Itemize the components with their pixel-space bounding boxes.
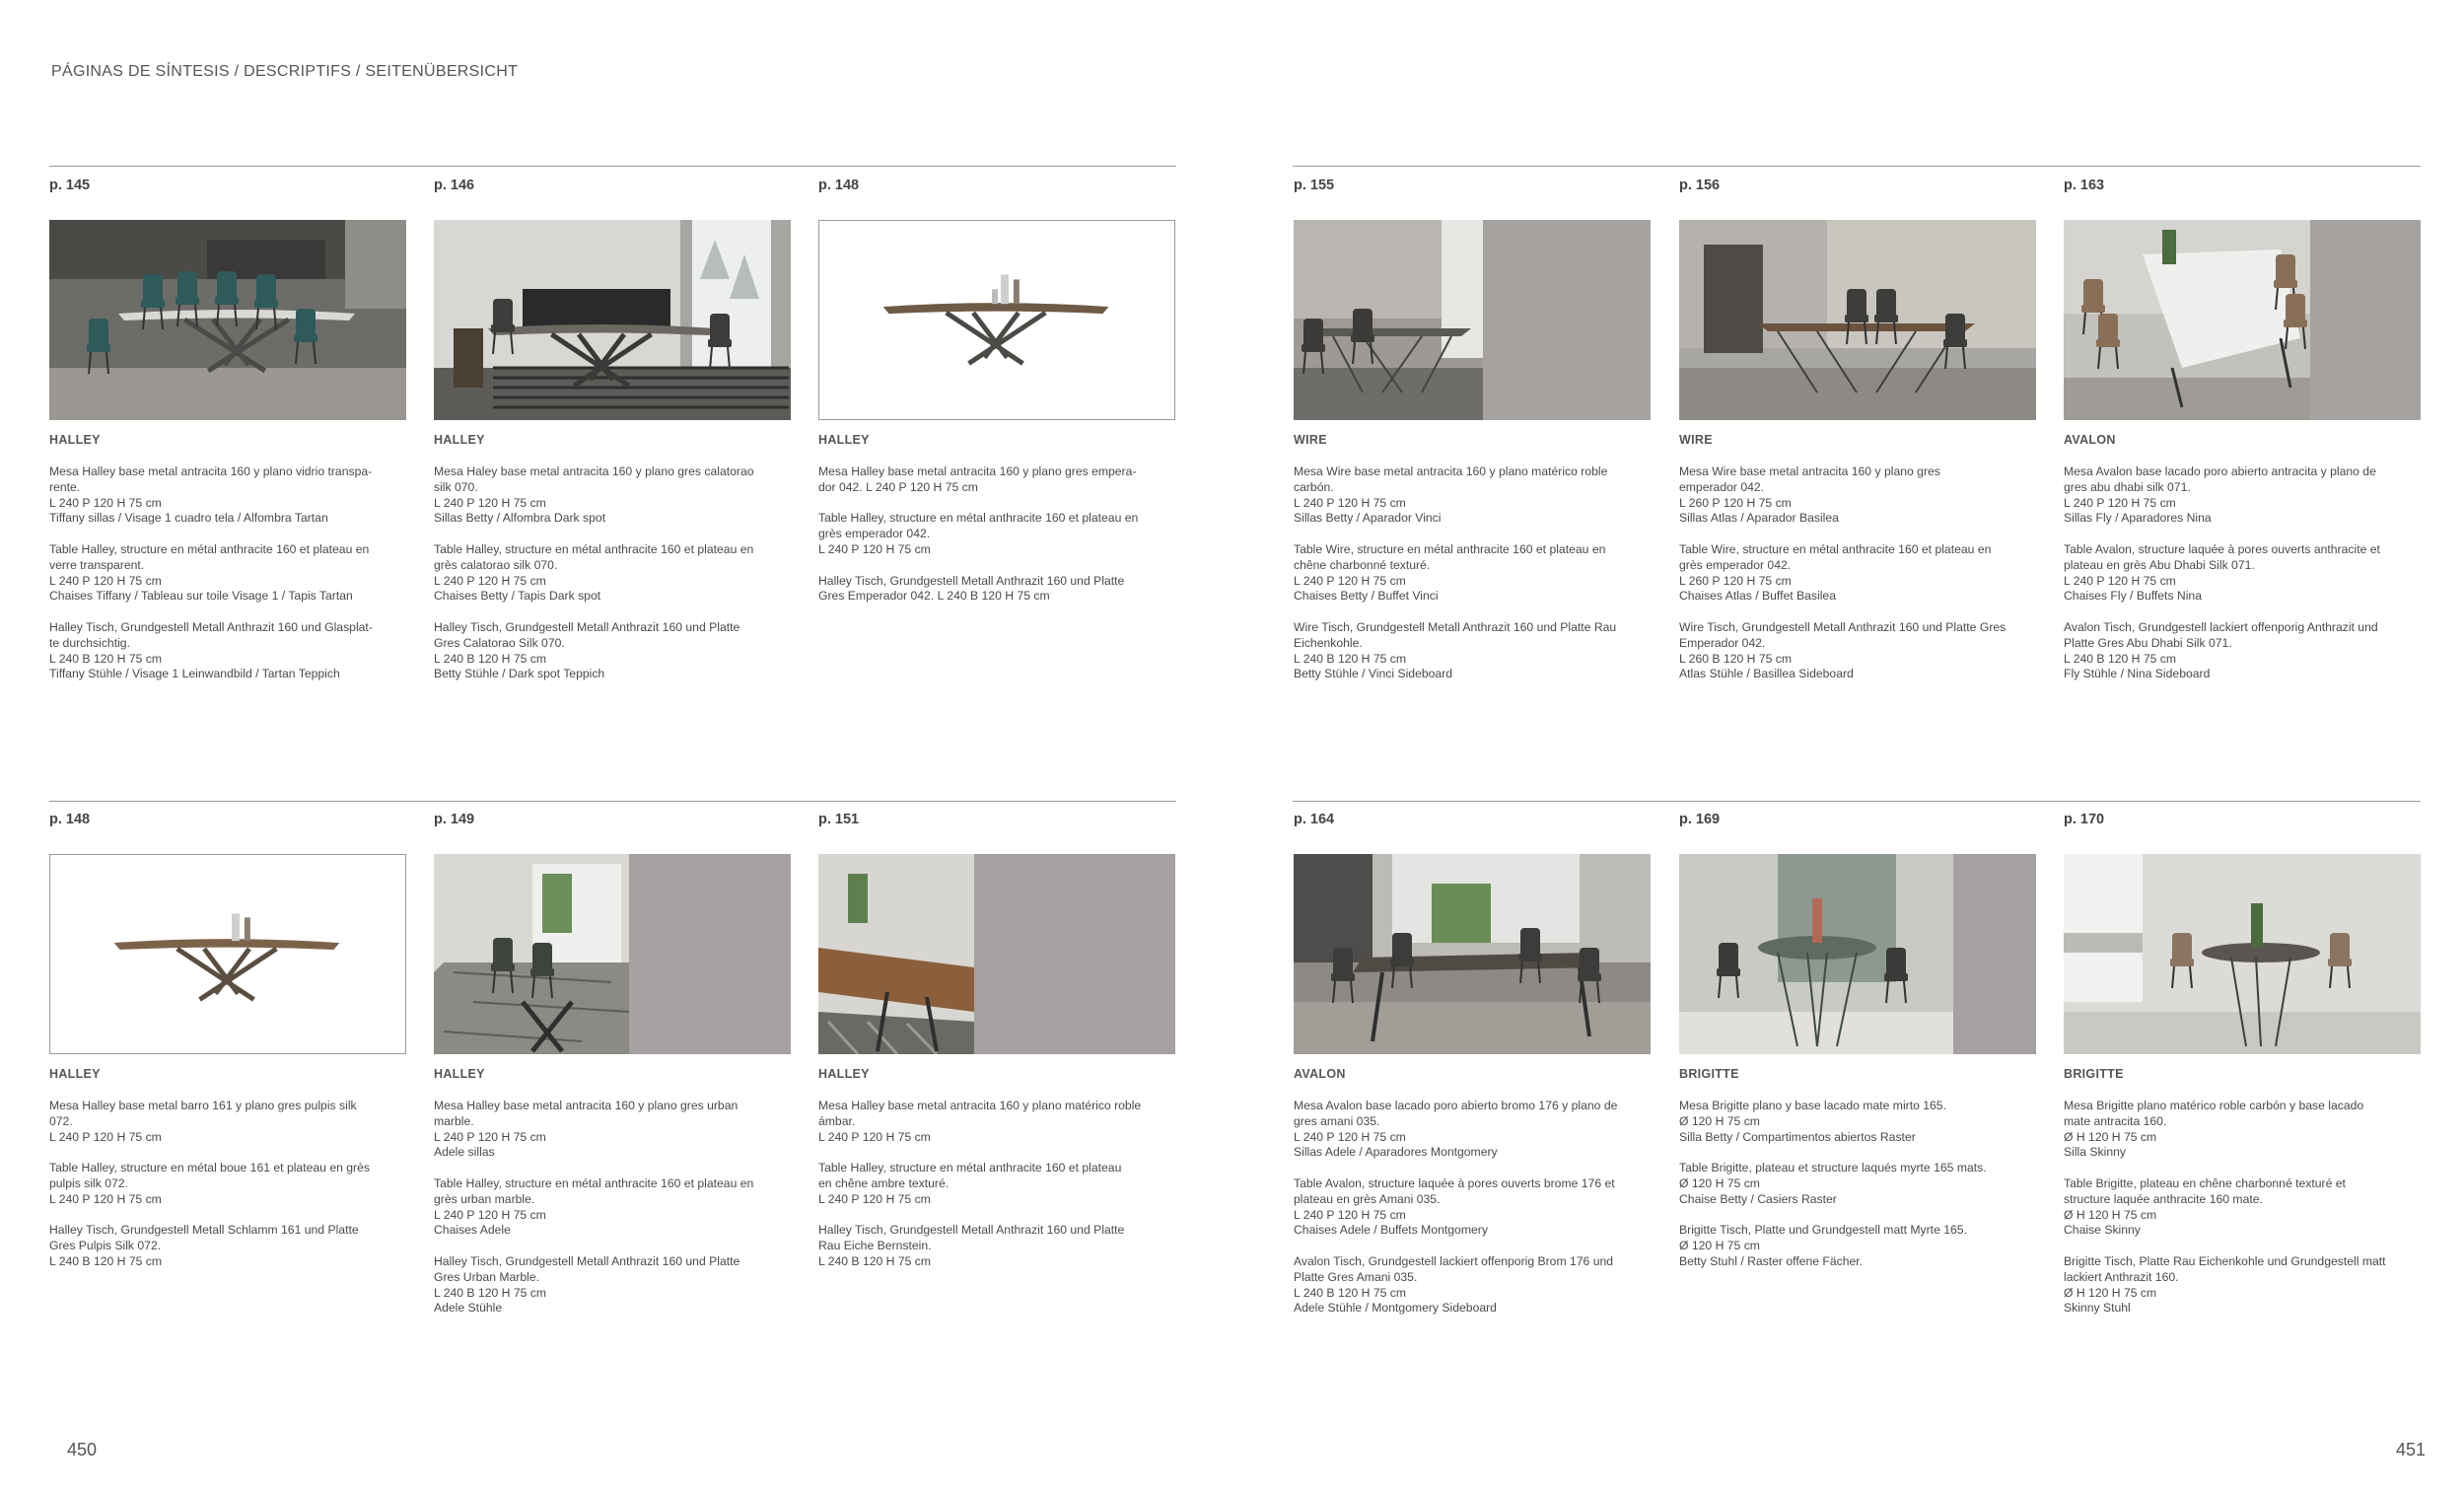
- product-description: [818, 464, 1175, 620]
- description-line: emperador 042.: [1679, 479, 1765, 494]
- description-line: L 240 P 120 H 75 cm: [1294, 1207, 1406, 1222]
- description-line: L 240 B 120 H 75 cm: [2064, 651, 2177, 666]
- description-line: Table Halley, structure en métal anthracite 160 et plateau en: [434, 1175, 754, 1190]
- description-paragraph: [2064, 1176, 2421, 1239]
- description-paragraph: [434, 1254, 791, 1317]
- description-line: L 260 B 120 H 75 cm: [1679, 651, 1793, 666]
- description-line: L 240 B 120 H 75 cm: [1294, 651, 1407, 666]
- page-reference: p. 170: [2064, 812, 2105, 827]
- product-photo: [434, 854, 791, 1054]
- description-line: grès emperador 042.: [818, 527, 931, 541]
- description-line: Chaise Betty / Casiers Raster: [1679, 1191, 1837, 1206]
- description-line: L 240 P 120 H 75 cm: [1294, 495, 1406, 510]
- description-line: Sillas Fly / Aparadores Nina: [2064, 511, 2212, 526]
- description-line: Mesa Brigitte plano matérico roble carbón y base lacado: [2064, 1099, 2364, 1112]
- description-line: te durchsichtig.: [49, 635, 130, 650]
- description-line: Table Avalon, structure laquée à pores ouverts brome 176 et: [1294, 1175, 1615, 1190]
- description-line: Sillas Atlas / Aparador Basilea: [1679, 511, 1839, 526]
- description-line: Table Halley, structure en métal anthracite 160 et plateau: [818, 1161, 1122, 1175]
- page-number-right: 451: [2396, 1440, 2427, 1459]
- product-photo: [1679, 854, 2036, 1054]
- description-line: Mesa Wire base metal antracita 160 y plano gres: [1679, 464, 1940, 478]
- description-line: L 240 B 120 H 75 cm: [49, 1253, 163, 1268]
- product-photo: [2064, 220, 2421, 420]
- page-reference: p. 164: [1294, 812, 1335, 827]
- description-line: L 240 B 120 H 75 cm: [1294, 1285, 1407, 1300]
- product-description: [1294, 1099, 1651, 1332]
- description-line: Wire Tisch, Grundgestell Metall Anthrazit 160 und Platte Rau: [1294, 619, 1617, 634]
- description-line: L 240 P 120 H 75 cm: [434, 1207, 546, 1222]
- description-line: silk 070.: [434, 479, 478, 494]
- description-line: marble.: [434, 1113, 474, 1128]
- product-name: WIRE: [1294, 433, 1327, 447]
- description-line: Avalon Tisch, Grundgestell lackiert offenporig Anthrazit und: [2064, 619, 2378, 634]
- description-line: Halley Tisch, Grundgestell Metall Schlamm 161 und Platte: [49, 1223, 359, 1238]
- description-line: L 240 B 120 H 75 cm: [434, 651, 547, 666]
- description-line: Mesa Haley base metal antracita 160 y plano gres calatorao: [434, 464, 754, 478]
- description-line: L 240 P 120 H 75 cm: [434, 573, 546, 588]
- description-line: L 240 P 120 H 75 cm: [818, 1129, 931, 1144]
- page-reference: p. 145: [49, 178, 91, 193]
- description-paragraph: [1294, 1099, 1651, 1161]
- description-line: L 240 P 120 H 75 cm: [818, 1191, 931, 1206]
- description-line: gres abu dhabi silk 071.: [2064, 479, 2191, 494]
- description-paragraph: [1294, 1176, 1651, 1239]
- description-line: Sillas Adele / Aparadores Montgomery: [1294, 1145, 1498, 1160]
- description-line: pulpis silk 072.: [49, 1175, 128, 1190]
- section-rule: [49, 801, 1176, 802]
- description-line: Betty Stuhl / Raster offene Fächer.: [1679, 1253, 1864, 1268]
- description-line: Gres Emperador 042. L 240 B 120 H 75 cm: [818, 589, 1050, 604]
- description-line: Mesa Avalon base lacado poro abierto bromo 176 y plano de: [1294, 1099, 1618, 1112]
- description-paragraph: [2064, 1099, 2421, 1161]
- description-line: Table Wire, structure en métal anthracite 160 et plateau en: [1294, 541, 1606, 556]
- description-line: Ø H 120 H 75 cm: [2064, 1129, 2157, 1144]
- description-line: Chaises Atlas / Buffet Basilea: [1679, 589, 1836, 604]
- description-line: Platte Gres Abu Dhabi Silk 071.: [2064, 635, 2232, 650]
- product-name: HALLEY: [818, 1067, 870, 1081]
- product-name: HALLEY: [818, 433, 870, 447]
- section-rule: [1293, 166, 2421, 167]
- description-line: Platte Gres Amani 035.: [1294, 1269, 1418, 1284]
- product-photo: [1294, 854, 1651, 1054]
- section-rule: [49, 166, 1176, 167]
- description-paragraph: [818, 1161, 1175, 1207]
- description-line: Halley Tisch, Grundgestell Metall Anthrazit 160 und Glasplat-: [49, 619, 373, 634]
- description-line: Wire Tisch, Grundgestell Metall Anthrazit 160 und Platte Gres: [1679, 619, 2006, 634]
- description-paragraph: [1679, 1223, 2036, 1269]
- description-line: L 240 P 120 H 75 cm: [49, 495, 162, 510]
- description-paragraph: [434, 620, 791, 682]
- page-reference: p. 169: [1679, 812, 1721, 827]
- description-line: plateau en grès Abu Dhabi Silk 071.: [2064, 557, 2255, 572]
- page-reference: p. 156: [1679, 178, 1721, 193]
- description-line: en chêne ambre texturé.: [818, 1175, 950, 1190]
- description-paragraph: [1294, 542, 1651, 605]
- description-line: Mesa Halley base metal antracita 160 y plano gres urban: [434, 1099, 739, 1112]
- description-line: 072.: [49, 1113, 73, 1128]
- description-paragraph: [2064, 464, 2421, 527]
- description-paragraph: [1294, 1254, 1651, 1317]
- description-paragraph: [1294, 464, 1651, 527]
- product-photo: [1294, 220, 1651, 420]
- description-line: Mesa Halley base metal antracita 160 y plano matérico roble: [818, 1099, 1142, 1112]
- description-line: Rau Eiche Bernstein.: [818, 1239, 932, 1253]
- description-line: Chaise Skinny: [2064, 1223, 2141, 1238]
- product-name: WIRE: [1679, 433, 1713, 447]
- product-description: [49, 1099, 406, 1286]
- page-reference: p. 155: [1294, 178, 1335, 193]
- description-paragraph: [49, 1099, 406, 1145]
- description-line: verre transparent.: [49, 557, 145, 572]
- description-line: Mesa Wire base metal antracita 160 y plano matérico roble: [1294, 464, 1608, 478]
- description-line: Avalon Tisch, Grundgestell lackiert offenporig Brom 176 und: [1294, 1253, 1614, 1268]
- description-line: Table Brigitte, plateau et structure laqués myrte 165 mats.: [1679, 1161, 1987, 1175]
- description-line: grès emperador 042.: [1679, 557, 1792, 572]
- description-line: Adele sillas: [434, 1145, 495, 1160]
- description-line: plateau en grès Amani 035.: [1294, 1191, 1441, 1206]
- description-line: rente.: [49, 479, 81, 494]
- product-description: [2064, 464, 2421, 698]
- product-name: BRIGITTE: [2064, 1067, 2124, 1081]
- description-line: L 240 B 120 H 75 cm: [434, 1285, 547, 1300]
- description-line: Chaises Tiffany / Tableau sur toile Visage 1 / Tapis Tartan: [49, 589, 353, 604]
- page-reference: p. 148: [49, 812, 91, 827]
- description-line: Ø H 120 H 75 cm: [2064, 1207, 2157, 1222]
- description-line: L 260 P 120 H 75 cm: [1679, 573, 1792, 588]
- description-paragraph: [1679, 1161, 2036, 1207]
- description-line: Gres Pulpis Silk 072.: [49, 1239, 162, 1253]
- description-line: L 240 P 120 H 75 cm: [2064, 573, 2176, 588]
- product-name: HALLEY: [434, 1067, 485, 1081]
- description-line: Halley Tisch, Grundgestell Metall Anthrazit 160 und Platte: [818, 1223, 1125, 1238]
- description-paragraph: [49, 464, 406, 527]
- product-description: [2064, 1099, 2421, 1332]
- product-photo: [434, 220, 791, 420]
- description-line: Chaises Adele: [434, 1223, 511, 1238]
- description-line: Brigitte Tisch, Platte Rau Eichenkohle und Grundgestell matt: [2064, 1253, 2386, 1268]
- product-description: [818, 1099, 1175, 1286]
- description-line: L 240 P 120 H 75 cm: [49, 1191, 162, 1206]
- description-line: Mesa Halley base metal antracita 160 y plano vidrio transpa-: [49, 464, 373, 478]
- description-line: L 240 B 120 H 75 cm: [818, 1253, 932, 1268]
- description-paragraph: [2064, 542, 2421, 605]
- description-paragraph: [818, 464, 1175, 496]
- description-paragraph: [2064, 620, 2421, 682]
- description-line: Table Avalon, structure laquée à pores ouverts anthracite et: [2064, 541, 2380, 556]
- description-line: L 240 B 120 H 75 cm: [49, 651, 163, 666]
- description-paragraph: [1294, 620, 1651, 682]
- description-line: Halley Tisch, Grundgestell Metall Anthrazit 160 und Platte: [434, 1253, 740, 1268]
- description-line: Eichenkohle.: [1294, 635, 1363, 650]
- description-line: Tiffany Stühle / Visage 1 Leinwandbild / Tartan Teppich: [49, 667, 340, 681]
- description-paragraph: [818, 511, 1175, 557]
- description-paragraph: [49, 620, 406, 682]
- description-line: lackiert Anthrazit 160.: [2064, 1269, 2179, 1284]
- product-description: [434, 464, 791, 698]
- product-photo: [818, 220, 1175, 420]
- description-line: L 240 P 120 H 75 cm: [2064, 495, 2176, 510]
- description-line: Table Halley, structure en métal anthracite 160 et plateau en: [434, 541, 754, 556]
- description-line: Mesa Halley base metal barro 161 y plano gres pulpis silk: [49, 1099, 357, 1112]
- description-line: Sillas Betty / Alfombra Dark spot: [434, 511, 606, 526]
- description-line: Gres Calatorao Silk 070.: [434, 635, 565, 650]
- description-line: grès calatorao silk 070.: [434, 557, 558, 572]
- description-line: Mesa Brigitte plano y base lacado mate mirto 165.: [1679, 1099, 1946, 1112]
- description-line: Silla Betty / Compartimentos abiertos Raster: [1679, 1129, 1916, 1144]
- page-reference: p. 148: [818, 178, 860, 193]
- page-header: PÁGINAS DE SÍNTESIS / DESCRIPTIFS / SEITENÜBERSICHT: [51, 63, 519, 80]
- description-paragraph: [818, 574, 1175, 605]
- product-photo: [49, 220, 406, 420]
- product-name: HALLEY: [49, 1067, 101, 1081]
- description-line: Atlas Stühle / Basillea Sideboard: [1679, 667, 1854, 681]
- product-photo: [49, 854, 406, 1054]
- description-line: mate antracita 160.: [2064, 1113, 2167, 1128]
- description-line: Tiffany sillas / Visage 1 cuadro tela / Alfombra Tartan: [49, 511, 328, 526]
- page-number-left: 450: [67, 1440, 98, 1459]
- description-line: Mesa Avalon base lacado poro abierto antracita y plano de: [2064, 464, 2376, 478]
- page-reference: p. 146: [434, 178, 475, 193]
- description-line: Ø 120 H 75 cm: [1679, 1113, 1760, 1128]
- description-line: Adele Stühle: [434, 1301, 503, 1316]
- description-line: Chaises Betty / Buffet Vinci: [1294, 589, 1439, 604]
- description-paragraph: [818, 1223, 1175, 1269]
- product-name: BRIGITTE: [1679, 1067, 1739, 1081]
- page-reference: p. 151: [818, 812, 860, 827]
- description-line: chêne charbonné texturé.: [1294, 557, 1431, 572]
- product-photo: [1679, 220, 2036, 420]
- description-line: L 240 P 120 H 75 cm: [1294, 1129, 1406, 1144]
- description-line: Table Wire, structure en métal anthracite 160 et plateau en: [1679, 541, 1992, 556]
- product-description: [49, 464, 406, 698]
- description-line: gres amani 035.: [1294, 1113, 1380, 1128]
- product-description: [1679, 1099, 2036, 1286]
- description-line: Adele Stühle / Montgomery Sideboard: [1294, 1301, 1497, 1316]
- description-line: Betty Stühle / Vinci Sideboard: [1294, 667, 1453, 681]
- description-paragraph: [818, 1099, 1175, 1145]
- product-name: AVALON: [2064, 433, 2116, 447]
- product-description: [1679, 464, 2036, 698]
- description-line: Betty Stühle / Dark spot Teppich: [434, 667, 605, 681]
- product-description: [434, 1099, 791, 1332]
- description-line: Brigitte Tisch, Platte und Grundgestell matt Myrte 165.: [1679, 1223, 1967, 1238]
- description-paragraph: [49, 1223, 406, 1269]
- description-line: grès urban marble.: [434, 1191, 535, 1206]
- description-line: Chaises Fly / Buffets Nina: [2064, 589, 2202, 604]
- description-line: Halley Tisch, Grundgestell Metall Anthrazit 160 und Platte: [434, 619, 740, 634]
- description-line: L 240 P 120 H 75 cm: [818, 541, 931, 556]
- description-line: Silla Skinny: [2064, 1145, 2126, 1160]
- description-line: Halley Tisch, Grundgestell Metall Anthrazit 160 und Platte: [818, 573, 1125, 588]
- description-line: Skinny Stuhl: [2064, 1301, 2131, 1316]
- description-paragraph: [49, 1161, 406, 1207]
- description-line: Chaises Adele / Buffets Montgomery: [1294, 1223, 1488, 1238]
- description-line: L 240 P 120 H 75 cm: [434, 1129, 546, 1144]
- description-paragraph: [434, 464, 791, 527]
- description-line: L 240 P 120 H 75 cm: [1294, 573, 1406, 588]
- description-line: Sillas Betty / Aparador Vinci: [1294, 511, 1442, 526]
- description-line: Mesa Halley base metal antracita 160 y plano gres empera-: [818, 464, 1137, 478]
- description-line: L 240 P 120 H 75 cm: [49, 573, 162, 588]
- description-line: L 260 P 120 H 75 cm: [1679, 495, 1792, 510]
- description-line: Table Brigitte, plateau en chêne charbonné texturé et: [2064, 1175, 2346, 1190]
- product-name: HALLEY: [49, 433, 101, 447]
- description-line: Ø H 120 H 75 cm: [2064, 1285, 2157, 1300]
- product-name: AVALON: [1294, 1067, 1346, 1081]
- description-line: Emperador 042.: [1679, 635, 1766, 650]
- description-paragraph: [2064, 1254, 2421, 1317]
- description-line: Gres Urban Marble.: [434, 1269, 540, 1284]
- page-reference: p. 149: [434, 812, 475, 827]
- description-line: structure laquée anthracite 160 mate.: [2064, 1191, 2263, 1206]
- description-line: L 240 P 120 H 75 cm: [49, 1129, 162, 1144]
- description-line: Chaises Betty / Tapis Dark spot: [434, 589, 601, 604]
- description-line: Table Halley, structure en métal boue 161 et plateau en grès: [49, 1161, 370, 1175]
- description-line: Table Halley, structure en métal anthracite 160 et plateau en: [818, 511, 1139, 526]
- description-line: ámbar.: [818, 1113, 856, 1128]
- page-reference: p. 163: [2064, 178, 2105, 193]
- product-photo: [2064, 854, 2421, 1054]
- product-photo: [818, 854, 1175, 1054]
- product-description: [1294, 464, 1651, 698]
- description-line: Table Halley, structure en métal anthracite 160 et plateau en: [49, 541, 370, 556]
- description-paragraph: [1679, 542, 2036, 605]
- description-paragraph: [434, 542, 791, 605]
- description-paragraph: [49, 542, 406, 605]
- description-paragraph: [434, 1099, 791, 1161]
- description-line: L 240 P 120 H 75 cm: [434, 495, 546, 510]
- description-paragraph: [1679, 464, 2036, 527]
- description-paragraph: [434, 1176, 791, 1239]
- product-name: HALLEY: [434, 433, 485, 447]
- description-line: carbón.: [1294, 479, 1334, 494]
- description-line: Ø 120 H 75 cm: [1679, 1175, 1760, 1190]
- description-paragraph: [1679, 1099, 2036, 1145]
- description-line: dor 042. L 240 P 120 H 75 cm: [818, 479, 978, 494]
- description-paragraph: [1679, 620, 2036, 682]
- description-line: Fly Stühle / Nina Sideboard: [2064, 667, 2211, 681]
- section-rule: [1293, 801, 2421, 802]
- description-line: Ø 120 H 75 cm: [1679, 1239, 1760, 1253]
